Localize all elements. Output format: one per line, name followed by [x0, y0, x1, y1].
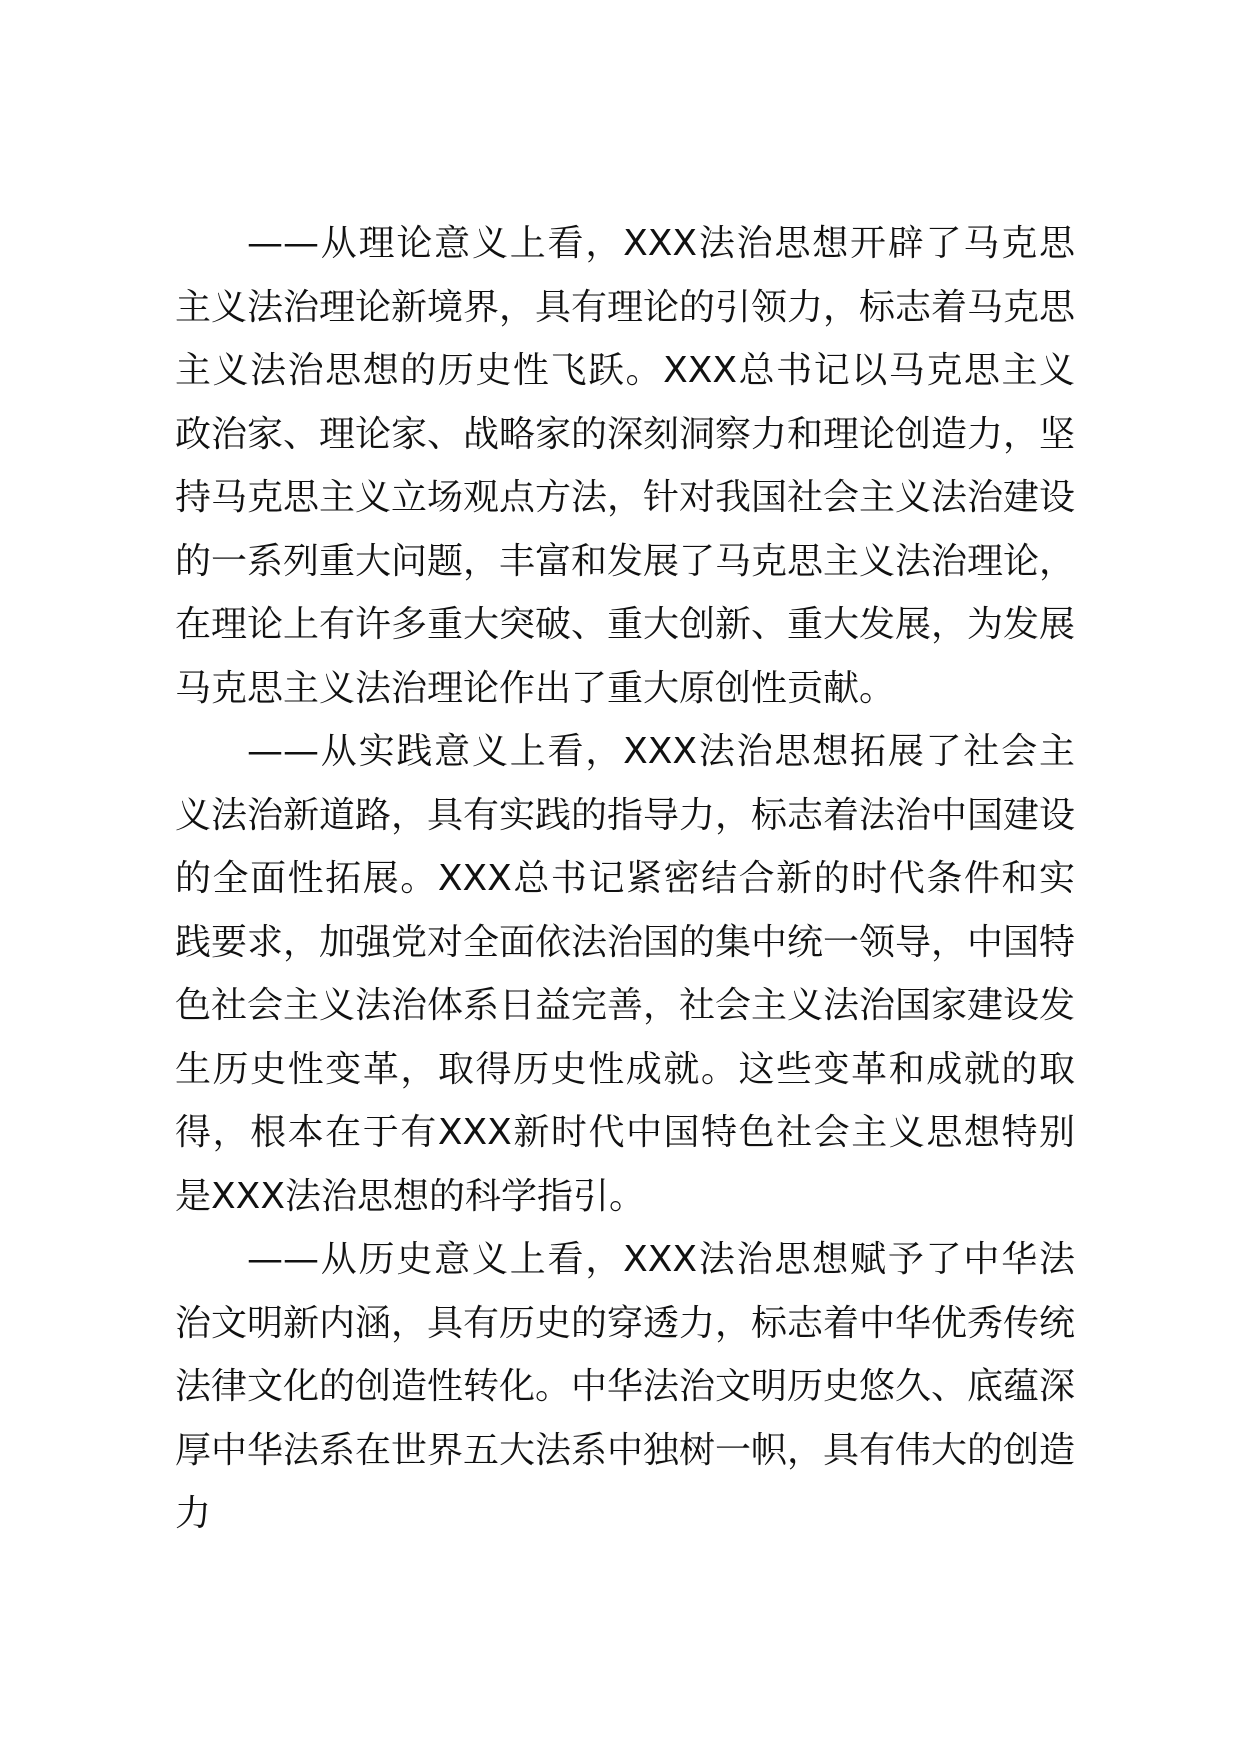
paragraph-theory: ——从理论意义上看，XXX法治思想开辟了马克思主义法治理论新境界，具有理论的引领力，标志着马克思主义法治思想的历史性飞跃。XXX总书记以马克思主义政治家、理论家、战略家的深刻洞察力和理论创造力，坚持马克思主义立场观点方法，针对我国社会主义法治建设的一系列重大问题，丰富和发展了马克思主义法治理论，在理论上有许多重大突破、重大创新、重大发展，为发展马克思主义法治理论作出了重大原创性贡献。: [175, 223, 1076, 709]
paragraph-practice: ——从实践意义上看，XXX法治思想拓展了社会主义法治新道路，具有实践的指导力，标志着法治中国建设的全面性拓展。XXX总书记紧密结合新的时代条件和实践要求，加强党对全面依法治国的集中统一领导，中国特色社会主义法治体系日益完善，社会主义法治国家建设发生历史性变革，取得历史性成就。这些变革和成就的取得，根本在于有XXX新时代中国特色社会主义思想特别是XXX法治思想的科学指引。: [175, 731, 1076, 1217]
document-body: [175, 212, 1075, 1546]
paragraph-history: ——从历史意义上看，XXX法治思想赋予了中华法治文明新内涵，具有历史的穿透力，标志着中华优秀传统法律文化的创造性转化。中华法治文明历史悠久、底蕴深厚中华法系在世界五大法系中独树一帜，具有伟大的创造力: [175, 1239, 1076, 1534]
